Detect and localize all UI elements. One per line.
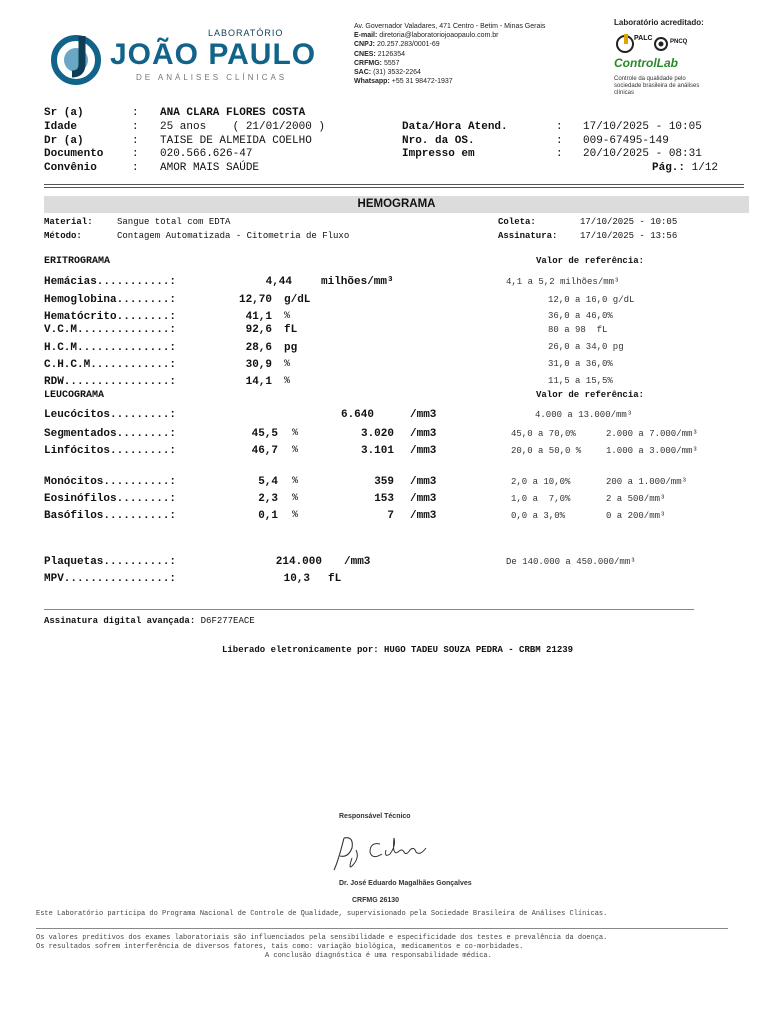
platelets-value: 214.000 [275,556,322,568]
footer-note-3: A conclusão diagnóstica é uma responsabilidade médica. [265,952,492,960]
platelets-label: Plaquetas..........: [44,556,177,568]
leuco-pct: 0,1 [258,510,278,522]
leuco-pct: 2,3 [258,493,278,505]
eri-value: 30,9 [245,359,272,371]
eri-label: C.H.C.M............: [44,359,177,371]
released-by: Liberado eletronicamente por: HUGO TADEU SOUZA PEDRA - CRBM 21239 [222,645,574,655]
leuco-pct-unit: % [292,510,299,521]
leuco-ref-abs: 0 a 200/mm³ [606,511,666,521]
leuco-label: Eosinófilos........: [44,493,177,505]
leuco-label: Segmentados........: [44,428,177,440]
leuco-abs-unit: /mm3 [410,510,437,522]
resp-name: Dr. José Eduardo Magalhães Gonçalves [339,880,472,887]
leucograma-ref-title: Valor de referência: [536,390,645,400]
contact-sac: SAC: (31) 3532-2264 [354,69,421,77]
material-label: Material: [44,217,93,227]
leuco-pct: 5,4 [258,476,278,488]
leucograma-title: LEUCOGRAMA [44,390,105,401]
pncq-text: PNCQ [670,39,688,45]
eri-ref: 26,0 a 34,0 pg [548,342,624,352]
digital-signature: Assinatura digital avançada: D6F277EACE [44,616,255,626]
leuco-ref-abs: 200 a 1.000/mm³ [606,477,688,487]
footer-note-2: Os resultados sofrem interferência de diversos fatores, tais como: variação biológica, medicamentos e co-morbidades. [36,943,524,951]
eri-unit: % [284,376,291,387]
leuco-label: Basófilos..........: [44,510,177,522]
palc-text: PALC [634,35,653,42]
logo-emblem-icon [48,30,104,86]
leuco-ref-abs: 2 a 500/mm³ [606,494,666,504]
leuco-abs-unit: /mm3 [410,493,437,505]
mpv-unit: fL [328,573,342,585]
leuco-abs-unit: /mm3 [410,445,437,457]
eri-label: RDW................: [44,376,177,388]
sep: : [556,135,563,147]
leuco-ref-pct: 45,0 a 70,0% [511,429,576,439]
resp-title: Responsável Técnico [339,813,411,820]
method-value: Contagem Automatizada - Citometria de Fluxo [117,231,350,241]
leuco-abs: 3.101 [360,445,394,457]
contact-crfmg: CRFMG: 5557 [354,59,400,67]
divider [36,928,728,929]
sep: : [132,121,139,133]
eri-ref: 4,1 a 5,2 milhões/mm³ [506,277,620,287]
contact-email: E-mail: diretoria@laboratoriojoaopaulo.com.br [354,32,499,40]
mpv-value: 10,3 [283,573,310,585]
leuco-pct-unit: % [292,493,299,504]
eri-unit: milhões/mm³ [321,276,394,288]
resp-crf: CRFMG 26130 [352,897,400,904]
printed-label: Impresso em [402,148,475,160]
lab-contacts [354,22,545,86]
os-label: Nro. da OS. [402,135,475,147]
patient-conv-label: Convênio [44,162,97,174]
collect-value: 17/10/2025 - 10:05 [580,217,678,227]
handwritten-signature [330,828,440,874]
leuco-abs-unit: /mm3 [410,476,437,488]
eri-ref: 80 a 98 fL [548,325,608,335]
leuco-pct-unit: % [292,428,299,439]
controllab-logo: ControlLab [614,56,678,70]
leuco-total-ref: 4.000 a 13.000/mm³ [535,410,633,420]
eri-value: 4,44 [265,276,292,288]
sep: : [556,148,563,160]
eri-value: 12,70 [238,294,272,306]
eritrograma-ref-title: Valor de referência: [536,256,645,266]
exam-title-bar [44,196,749,213]
patient-doctor-label: Dr (a) [44,135,84,147]
patient-name: ANA CLARA FLORES COSTA [160,107,306,119]
leuco-abs-unit: /mm3 [410,428,437,440]
platelets-unit: /mm3 [344,556,371,568]
eri-value: 14,1 [245,376,272,388]
eri-value: 92,6 [245,324,272,336]
contact-cnes: CNES: 2126354 [354,50,405,58]
eritrograma-title: ERITROGRAMA [44,256,111,267]
leuco-pct-unit: % [292,445,299,456]
leuco-pct: 45,5 [251,428,278,440]
pncq-seal-icon [654,36,700,52]
sign-label: Assinatura: [498,231,558,241]
leuco-ref-pct: 2,0 a 10,0% [511,477,571,487]
sign-value: 17/10/2025 - 13:56 [580,231,678,241]
controllab-note: Controle da qualidade pelo sociedade brasileira de análises clínicas [614,76,700,96]
eri-unit: pg [284,342,298,354]
patient-age-label: Idade [44,121,78,133]
leuco-ref-pct: 0,0 a 3,0% [511,511,566,521]
divider [44,609,694,610]
address: Av. Governador Valadares, 471 Centro - Betim - Minas Gerais [354,23,546,30]
signature-icon [330,828,440,874]
eri-value: 28,6 [245,342,272,354]
leuco-ref-pct: 20,0 a 50,0 % [511,446,582,456]
patient-name-label: Sr (a) [44,107,84,119]
eri-ref: 12,0 a 16,0 g/dL [548,295,635,305]
leuco-pct-unit: % [292,476,299,487]
eri-unit: % [284,311,291,322]
collect-label: Coleta: [498,217,536,227]
leuco-abs: 359 [374,476,394,488]
sep: : [132,135,139,147]
patient-doc: 020.566.626-47 [160,148,253,160]
leuco-ref-abs: 2.000 a 7.000/mm³ [606,429,698,439]
leuco-ref-abs: 1.000 a 3.000/mm³ [606,446,698,456]
sep: : [132,107,139,119]
date-label: Data/Hora Atend. [402,121,508,133]
leuco-abs: 3.020 [360,428,394,440]
patient-doc-label: Documento [44,148,104,160]
accredited-title: Laboratório acreditado: [614,18,704,27]
sep: : [132,148,139,160]
eri-label: Hemácias...........: [44,276,177,288]
sep: : [132,162,139,174]
footer-note-1: Os valores preditivos dos exames laboratoriais são influenciados pela sensibilidade e especificidade dos testes e prevalência da doença. [36,934,608,942]
palc-seal-icon [616,32,653,54]
eri-label: V.C.M..............: [44,324,177,336]
patient-conv: AMOR MAIS SAÚDE [160,162,260,174]
leuco-total-abs: 6.640 [340,409,374,421]
eri-ref: 11,5 a 15,5% [548,376,613,386]
logo-name-text: JOÃO PAULO [110,38,317,71]
leuco-abs: 153 [374,493,394,505]
leuco-abs: 7 [387,510,394,522]
platelets-ref: De 140.000 a 450.000/mm³ [506,557,636,567]
exam-title: HEMOGRAMA [357,198,436,210]
leuco-pct: 46,7 [251,445,278,457]
eri-unit: % [284,359,291,370]
footer-program: Este Laboratório participa do Programa Nacional de Controle de Qualidade, supervisionado pela Sociedade Brasileira de Análises Clínicas. [36,910,608,918]
leuco-label: Linfócitos.........: [44,445,177,457]
logo-sub-text: DE ANÁLISES CLÍNICAS [136,73,288,82]
divider [44,184,744,185]
sep: : [556,121,563,133]
eri-label: Hemoglobina........: [44,294,177,306]
divider [44,187,744,188]
leuco-total-label: Leucócitos.........: [44,409,177,421]
material-value: Sangue total com EDTA [117,217,231,227]
leuco-label: Monócitos..........: [44,476,177,488]
patient-age: 25 anos ( 21/01/2000 ) [160,121,326,133]
method-label: Método: [44,231,82,241]
eri-label: Hematócrito........: [44,311,177,323]
leuco-total-unit: /mm3 [410,409,437,421]
leuco-ref-pct: 1,0 a 7,0% [511,494,571,504]
eri-unit: g/dL [284,294,311,306]
printed-date: 20/10/2025 - 08:31 [583,148,702,160]
attendance-date: 17/10/2025 - 10:05 [583,121,702,133]
eri-label: H.C.M..............: [44,342,177,354]
logo-top-text: LABORATÓRIO [208,28,284,38]
eri-unit: fL [284,324,298,336]
os-number: 009-67495-149 [583,135,669,147]
eri-ref: 31,0 a 36,0% [548,359,613,369]
eri-ref: 36,0 a 46,0% [548,311,613,321]
patient-doctor: TAISE DE ALMEIDA COELHO [160,135,312,147]
page-number: Pág.: 1/12 [652,162,719,174]
mpv-label: MPV................: [44,573,177,585]
eri-value: 41,1 [245,311,272,323]
lab-logo [48,26,317,86]
contact-cnpj: CNPJ: 20.257.283/0001-69 [354,41,440,49]
contact-whatsapp: Whatsapp: +55 31 98472-1937 [354,78,453,86]
